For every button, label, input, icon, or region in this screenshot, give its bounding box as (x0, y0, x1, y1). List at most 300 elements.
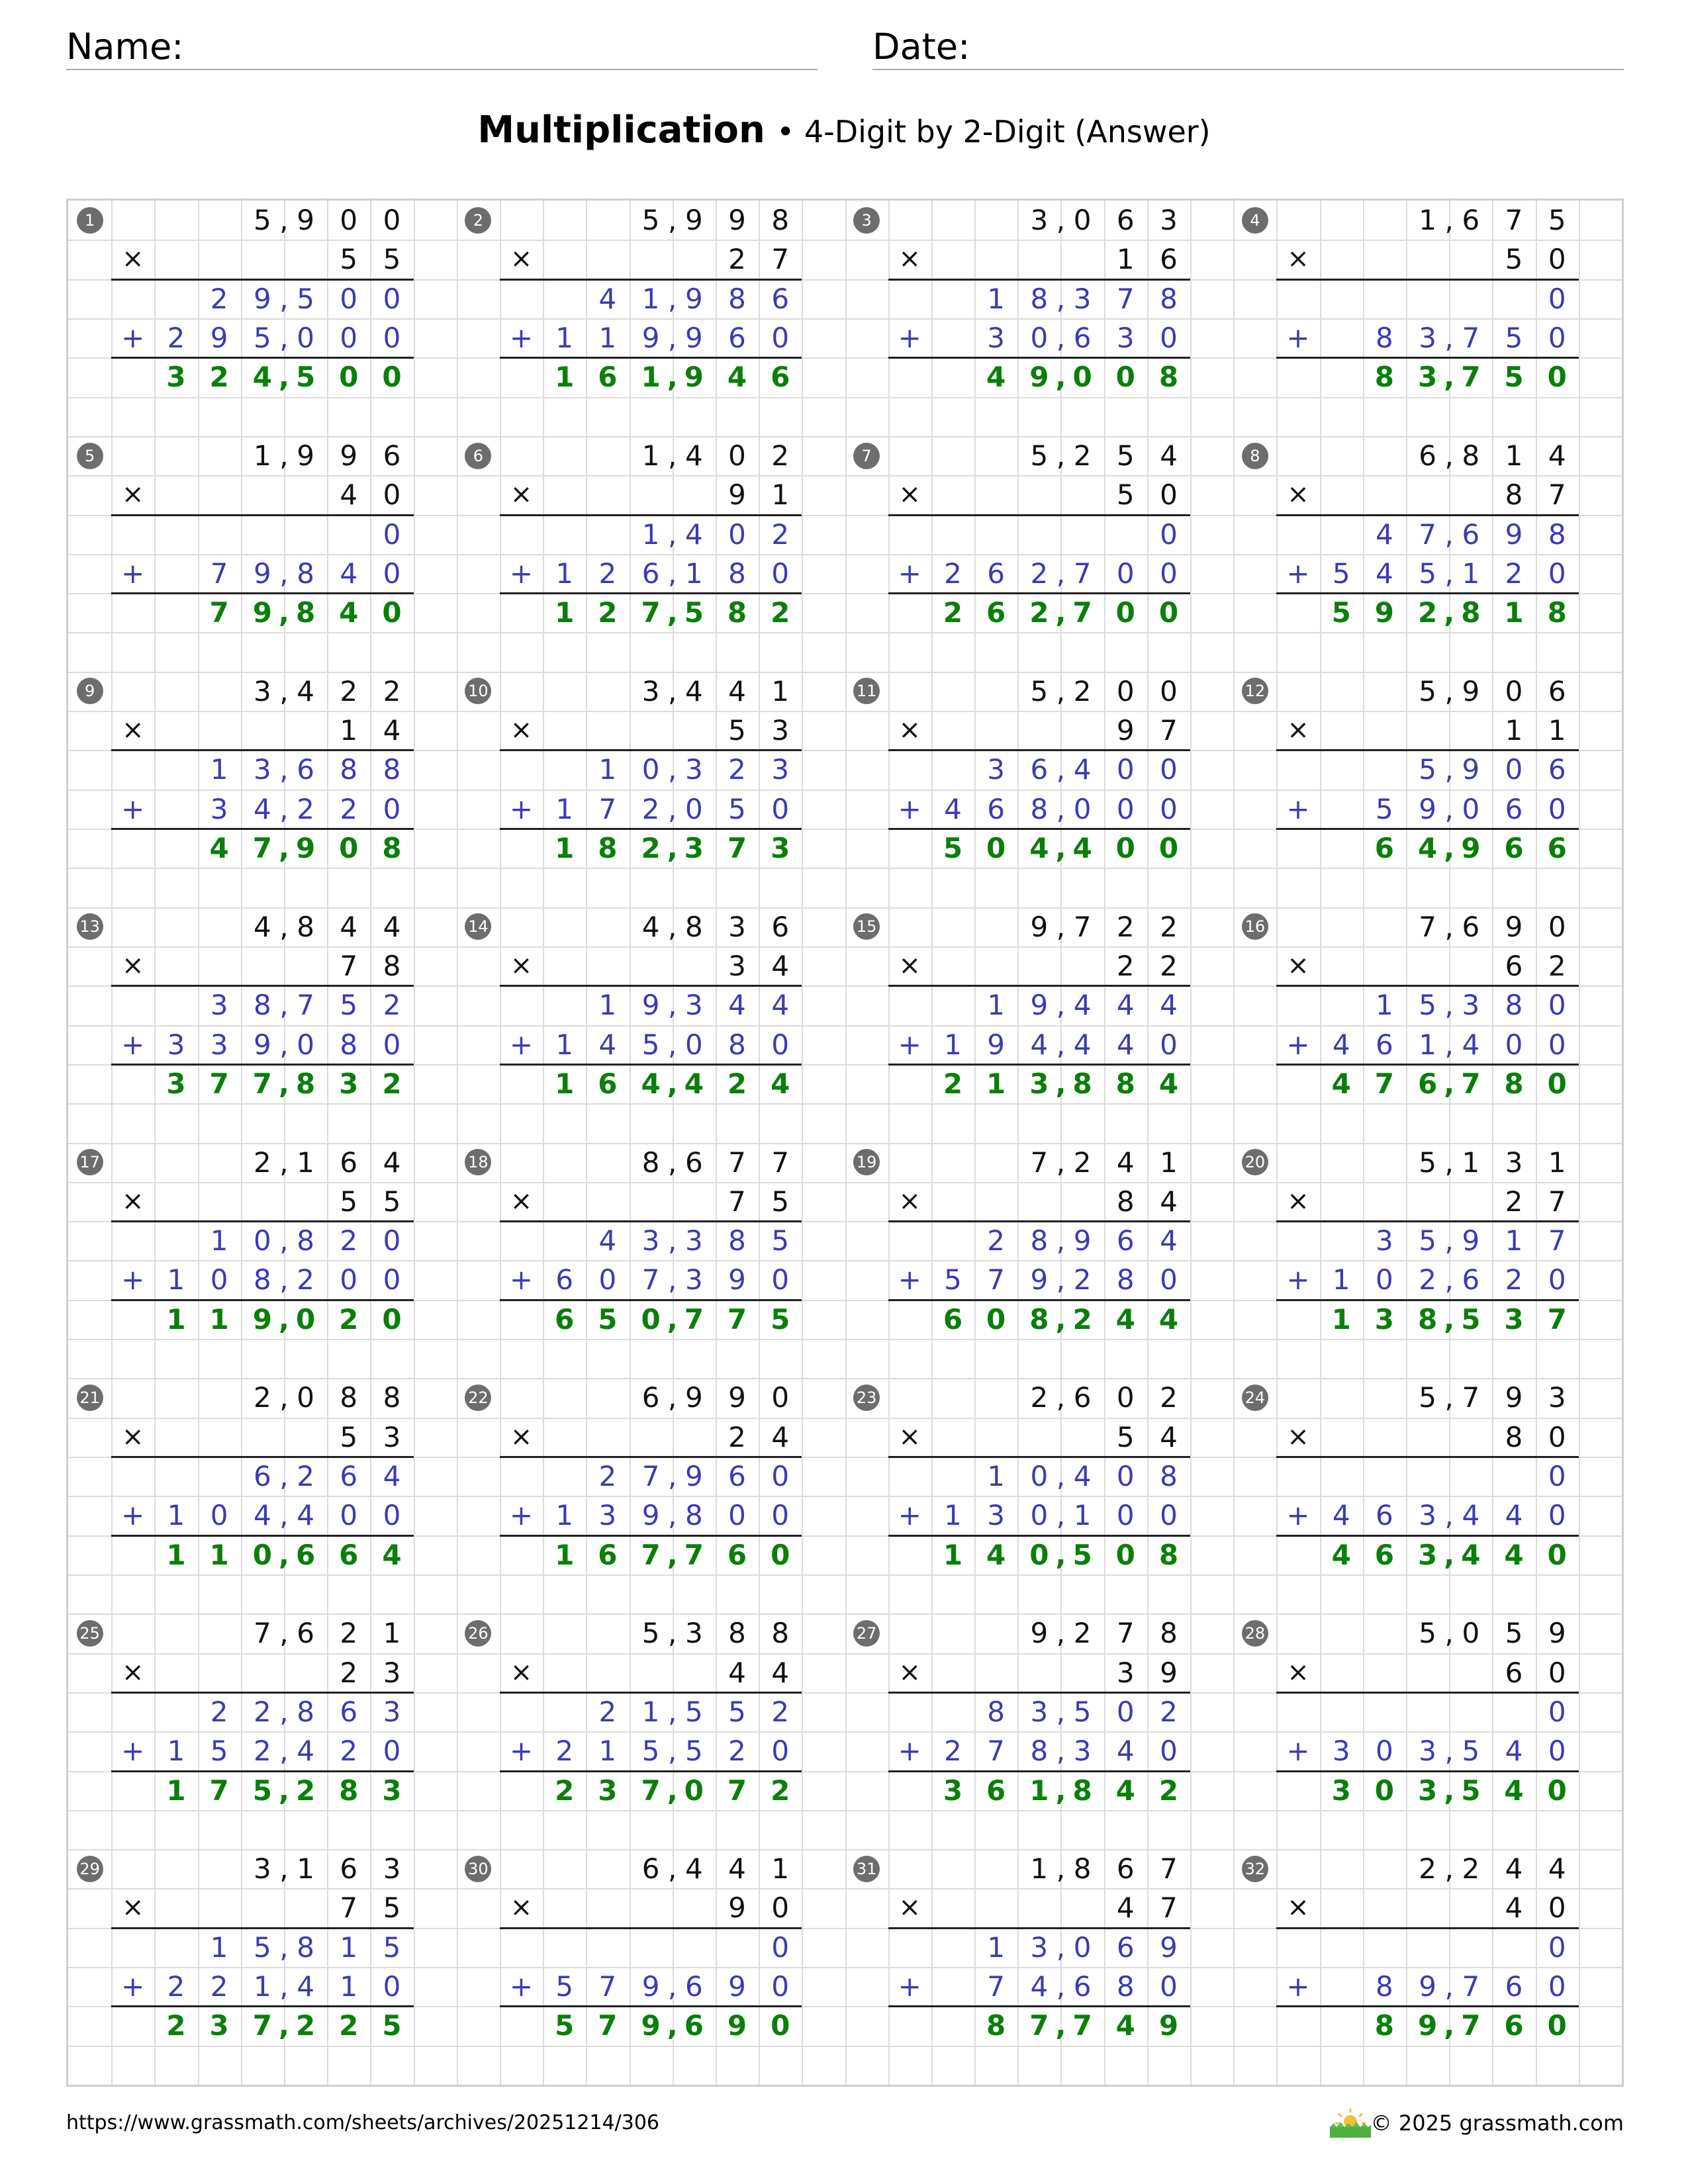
partial-product-1-digit: 1 (598, 753, 617, 786)
partial-product-1-comma: , (1056, 282, 1066, 315)
partial-product-2-digit: 0 (1505, 1028, 1523, 1061)
multiplicand-digit: 4 (1505, 1852, 1523, 1886)
multiplicand-digit: 2 (1419, 1852, 1436, 1886)
times-sign: × (898, 1892, 921, 1923)
partial-product-1-comma: , (1056, 1695, 1066, 1728)
answer-digit: 8 (1115, 1067, 1135, 1100)
answer-digit: 5 (1461, 1302, 1481, 1336)
answer-digit: 2 (1417, 596, 1438, 629)
multiplicand-digit: 6 (1116, 1852, 1135, 1886)
partial-product-2-digit: 8 (1030, 792, 1049, 825)
partial-product-1-digit: 2 (383, 989, 401, 1022)
answer-digit: 7 (252, 832, 272, 864)
answer-digit: 2 (771, 1774, 790, 1807)
multiplicand-comma: , (668, 910, 677, 943)
multiplicand-digit: 2 (253, 1146, 271, 1179)
partial-product-2-comma: , (1444, 1263, 1454, 1297)
multiplier-digit: 1 (1116, 243, 1135, 276)
problem-number-badge: 32 (1242, 1856, 1268, 1882)
answer-digit: 8 (1374, 361, 1395, 394)
sum-rule (500, 1692, 802, 1694)
multiplicand-digit: 3 (1505, 1146, 1523, 1179)
sum-rule (1276, 1456, 1578, 1458)
partial-product-1-digit: 7 (1116, 282, 1135, 315)
partial-product-2-digit: 6 (987, 557, 1006, 590)
multiplicand-digit: 3 (1030, 204, 1049, 236)
multiplicand-digit: 8 (771, 204, 790, 236)
answer-digit: 0 (1547, 1774, 1567, 1807)
partial-product-2-digit: 8 (728, 1028, 746, 1061)
times-sign: × (898, 244, 921, 275)
sum-rule (888, 985, 1190, 987)
partial-product-2-digit: 3 (987, 1499, 1006, 1532)
answer-digit: 0 (684, 1774, 704, 1807)
multiplicand-digit: 0 (1462, 1617, 1480, 1650)
partial-product-1-digit: 0 (1073, 1931, 1092, 1964)
answer-digit: 6 (684, 2009, 704, 2042)
partial-product-1-digit: 5 (253, 1931, 271, 1964)
answer-digit: 7 (1374, 1067, 1395, 1100)
multiplicand-digit: 4 (297, 674, 314, 707)
answer-digit: 1 (555, 1067, 575, 1100)
multiplicand-comma: , (668, 1617, 677, 1650)
answer-comma: , (278, 1538, 289, 1571)
answer-comma: , (1055, 1302, 1066, 1336)
sum-rule (888, 279, 1190, 281)
sum-rule (888, 592, 1190, 594)
multiplicand-digit: 9 (1548, 1617, 1566, 1650)
multiplicand-digit: 2 (340, 674, 358, 707)
partial-product-2-digit: 0 (297, 321, 314, 354)
multiplicand-digit: 5 (641, 204, 660, 236)
partial-product-2-digit: 5 (1376, 792, 1393, 825)
problem-number-badge: 20 (1242, 1149, 1268, 1175)
partial-product-2-digit: 0 (1030, 1499, 1049, 1532)
multiplicand-digit: 7 (1505, 204, 1523, 236)
answer-digit: 7 (1029, 2009, 1049, 2042)
footer-url: https://www.grassmath.com/sheets/archives/20251214/306 (66, 2111, 660, 2134)
multiplicand-digit: 0 (383, 204, 401, 236)
partial-product-1-digit: 5 (684, 1695, 703, 1728)
answer-digit: 9 (641, 2009, 661, 2042)
partial-product-1-digit: 7 (297, 989, 314, 1022)
partial-product-2-comma: , (668, 1263, 677, 1297)
multiplicand-comma: , (1056, 674, 1066, 707)
partial-product-2-digit: 3 (1419, 321, 1436, 354)
multiplicand-digit: 7 (1462, 1381, 1480, 1414)
partial-product-2-digit: 0 (1116, 792, 1135, 825)
answer-digit: 9 (1158, 2009, 1179, 2042)
multiplier-digit: 0 (1548, 1656, 1566, 1689)
answer-digit: 2 (943, 596, 963, 629)
partial-product-2-comma: , (279, 321, 289, 354)
answer-comma: , (278, 1774, 289, 1807)
partial-product-2-digit: 4 (253, 792, 271, 825)
answer-digit: 4 (382, 1538, 402, 1571)
partial-product-2-digit: 0 (383, 1028, 401, 1061)
multiplicand-digit: 4 (253, 910, 271, 943)
answer-digit: 2 (339, 2009, 359, 2042)
times-sign: × (122, 479, 144, 510)
answer-digit: 3 (684, 832, 704, 864)
answer-digit: 4 (1417, 832, 1438, 864)
multiplier-digit: 0 (1548, 243, 1566, 276)
partial-product-2-digit: 0 (1030, 321, 1049, 354)
answer-digit: 8 (1158, 361, 1179, 394)
partial-product-1-digit: 8 (1160, 1460, 1178, 1492)
answer-comma: , (1444, 832, 1455, 864)
partial-product-1-digit: 2 (340, 1224, 358, 1257)
multiplier-digit: 3 (383, 1420, 401, 1453)
sum-rule (500, 1064, 802, 1066)
answer-digit: 5 (382, 2009, 402, 2042)
partial-product-1-digit: 8 (383, 753, 401, 786)
partial-product-1-digit: 0 (383, 282, 401, 315)
answer-digit: 2 (1029, 596, 1049, 629)
multiplicand-digit: 2 (1073, 1146, 1092, 1179)
multiplier-digit: 1 (771, 478, 790, 512)
partial-product-1-digit: 5 (1419, 1224, 1436, 1257)
multiplicand-digit: 5 (1116, 439, 1135, 472)
partial-product-1-digit: 6 (340, 1460, 358, 1492)
multiplier-digit: 9 (1160, 1656, 1178, 1689)
partial-product-1-comma: , (279, 1460, 289, 1492)
multiplicand-digit: 6 (297, 1617, 314, 1650)
answer-digit: 1 (1504, 596, 1524, 629)
partial-product-1-comma: , (1056, 1931, 1066, 1964)
partial-product-2-digit: 0 (771, 1028, 790, 1061)
partial-product-1-digit: 1 (987, 1931, 1006, 1964)
multiplicand-digit: 5 (1548, 204, 1566, 236)
multiplicand-digit: 0 (1116, 674, 1135, 707)
partial-product-2-digit: 0 (1160, 557, 1178, 590)
partial-product-1-digit: 9 (1462, 1224, 1480, 1257)
grid-hline (68, 1339, 1622, 1340)
answer-digit: 6 (1417, 1067, 1438, 1100)
plus-sign: + (121, 1735, 145, 1768)
partial-product-1-digit: 4 (1160, 1224, 1178, 1257)
partial-product-2-comma: , (279, 1735, 289, 1768)
answer-digit: 4 (1331, 1067, 1351, 1100)
partial-product-1-digit: 0 (1548, 989, 1566, 1022)
partial-product-2-comma: , (668, 1499, 677, 1532)
sum-rule (1276, 985, 1578, 987)
multiplicand-digit: 8 (340, 1381, 358, 1414)
partial-product-2-digit: 0 (383, 321, 401, 354)
partial-product-2-digit: 1 (253, 1970, 271, 2003)
problem-number-badge: 21 (77, 1385, 103, 1411)
multiplicand-digit: 9 (1505, 910, 1523, 943)
partial-product-2-digit: 2 (1505, 557, 1523, 590)
partial-product-2-digit: 5 (728, 792, 746, 825)
partial-product-2-digit: 0 (1548, 321, 1566, 354)
multiplicand-comma: , (668, 1146, 677, 1179)
partial-product-1-digit: 2 (598, 1695, 617, 1728)
answer-digit: 7 (252, 1067, 272, 1100)
answer-digit: 4 (1158, 1302, 1179, 1336)
plus-sign: + (898, 1970, 921, 2003)
answer-digit: 0 (771, 1538, 790, 1571)
partial-product-1-digit: 8 (1548, 518, 1566, 551)
multiplicand-digit: 1 (771, 1852, 790, 1886)
partial-product-2-digit: 1 (684, 557, 703, 590)
partial-product-1-digit: 7 (1419, 518, 1436, 551)
plus-sign: + (121, 792, 145, 825)
partial-product-2-digit: 2 (1073, 1263, 1092, 1297)
partial-product-1-digit: 3 (771, 753, 790, 786)
partial-product-2-digit: 0 (1116, 557, 1135, 590)
answer-digit: 6 (1504, 832, 1524, 864)
partial-product-1-digit: 4 (1073, 753, 1092, 786)
partial-product-2-digit: 1 (598, 321, 617, 354)
multiplicand-digit: 8 (383, 1381, 401, 1414)
multiplicand-digit: 8 (771, 1617, 790, 1650)
multiplicand-digit: 1 (297, 1852, 314, 1886)
partial-product-2-digit: 0 (771, 792, 790, 825)
sum-rule (888, 1456, 1190, 1458)
answer-digit: 1 (209, 1538, 229, 1571)
multiplicand-digit: 2 (1462, 1852, 1480, 1886)
multiplicand-digit: 5 (1030, 439, 1049, 472)
partial-product-2-digit: 6 (641, 557, 660, 590)
date-field[interactable] (872, 25, 1624, 70)
times-sign: × (122, 1657, 144, 1688)
partial-product-1-digit: 2 (210, 282, 228, 315)
answer-digit: 9 (252, 1302, 272, 1336)
answer-digit: 1 (641, 361, 661, 394)
sum-rule (111, 2005, 413, 2007)
partial-product-2-digit: 0 (383, 1735, 401, 1768)
answer-digit: 8 (295, 1067, 316, 1100)
plus-sign: + (1286, 792, 1310, 825)
partial-product-2-digit: 2 (641, 792, 660, 825)
partial-product-2-digit: 0 (684, 1028, 703, 1061)
footer-copyright: © 2025 grassmath.com (1370, 2111, 1624, 2136)
partial-product-1-digit: 8 (728, 282, 746, 315)
answer-digit: 7 (1072, 596, 1092, 629)
partial-product-2-digit: 4 (253, 1499, 271, 1532)
partial-product-2-digit: 3 (210, 792, 228, 825)
multiplier-digit: 3 (1116, 1656, 1135, 1689)
partial-product-2-digit: 4 (1030, 1970, 1049, 2003)
partial-product-2-digit: 5 (1332, 557, 1350, 590)
multiplicand-digit: 6 (1462, 204, 1480, 236)
multiplier-digit: 7 (340, 1891, 358, 1925)
answer-digit: 3 (1417, 1774, 1438, 1807)
answer-digit: 4 (1504, 1538, 1524, 1571)
answer-comma: , (1444, 361, 1455, 394)
answer-digit: 8 (1374, 2009, 1395, 2042)
multiplicand-digit: 3 (641, 674, 660, 707)
times-sign: × (898, 1657, 921, 1688)
multiplicand-digit: 0 (1548, 910, 1566, 943)
multiplicand-digit: 9 (1030, 1617, 1049, 1650)
answer-digit: 5 (598, 1302, 618, 1336)
partial-product-2-digit: 4 (598, 1028, 617, 1061)
answer-digit: 0 (1072, 361, 1092, 394)
partial-product-1-digit: 6 (1116, 1931, 1135, 1964)
answer-comma: , (278, 1302, 289, 1336)
multiplicand-digit: 5 (253, 204, 271, 236)
answer-digit: 0 (1158, 596, 1179, 629)
partial-product-1-comma: , (1444, 1224, 1454, 1257)
answer-digit: 7 (641, 596, 661, 629)
partial-product-2-digit: 0 (1548, 1028, 1566, 1061)
multiplicand-comma: , (1444, 1146, 1454, 1179)
partial-product-2-digit: 2 (944, 1735, 962, 1768)
name-field[interactable] (66, 25, 818, 70)
answer-digit: 9 (1461, 832, 1481, 864)
partial-product-2-digit: 0 (684, 792, 703, 825)
multiplicand-digit: 4 (1548, 1852, 1566, 1886)
partial-product-2-digit: 1 (555, 1028, 574, 1061)
multiplicand-digit: 2 (1073, 439, 1092, 472)
multiplicand-comma: , (1056, 910, 1066, 943)
partial-product-1-digit: 6 (728, 1460, 746, 1492)
plus-sign: + (1286, 1499, 1310, 1532)
grid-hline (68, 632, 1622, 633)
sum-rule (888, 749, 1190, 751)
partial-product-1-digit: 5 (1073, 1695, 1092, 1728)
multiplicand-digit: 6 (641, 1381, 660, 1414)
sum-rule (500, 592, 802, 594)
plus-sign: + (898, 1735, 921, 1768)
times-sign: × (1287, 715, 1309, 746)
answer-digit: 5 (1504, 361, 1524, 394)
answer-digit: 3 (1029, 1067, 1049, 1100)
partial-product-1-digit: 6 (297, 753, 314, 786)
plus-sign: + (898, 1028, 921, 1061)
partial-product-2-digit: 5 (641, 1735, 660, 1768)
multiplicand-digit: 1 (1030, 1852, 1049, 1886)
partial-product-2-digit: 4 (1462, 1499, 1480, 1532)
answer-digit: 5 (555, 2009, 575, 2042)
partial-product-1-digit: 2 (771, 1695, 790, 1728)
multiplicand-digit: 0 (1116, 1381, 1135, 1414)
answer-digit: 6 (598, 361, 618, 394)
multiplier-digit: 4 (771, 1420, 790, 1453)
partial-product-1-digit: 2 (297, 1460, 314, 1492)
multiplicand-comma: , (279, 1381, 289, 1414)
partial-product-2-comma: , (279, 1028, 289, 1061)
partial-product-1-digit: 1 (641, 1695, 660, 1728)
partial-product-2-digit: 2 (555, 1735, 574, 1768)
multiplier-digit: 5 (340, 1420, 358, 1453)
partial-product-2-digit: 8 (684, 1499, 703, 1532)
partial-product-2-digit: 0 (771, 321, 790, 354)
answer-digit: 8 (1547, 596, 1567, 629)
partial-product-2-digit: 8 (1376, 1970, 1393, 2003)
answer-digit: 6 (555, 1302, 575, 1336)
multiplicand-comma: , (279, 1146, 289, 1179)
answer-digit: 4 (1072, 832, 1092, 864)
partial-product-2-digit: 0 (210, 1499, 228, 1532)
answer-digit: 2 (771, 596, 790, 629)
partial-product-2-digit: 0 (1160, 1735, 1178, 1768)
partial-product-1-comma: , (279, 1695, 289, 1728)
multiplicand-comma: , (1444, 910, 1454, 943)
multiplicand-digit: 0 (1073, 204, 1092, 236)
times-sign: × (122, 1892, 144, 1923)
answer-digit: 4 (339, 596, 359, 629)
sum-rule (888, 1692, 1190, 1694)
multiplicand-digit: 1 (1160, 1146, 1178, 1179)
multiplier-digit: 5 (383, 1891, 401, 1925)
plus-sign: + (509, 1499, 534, 1532)
partial-product-2-digit: 1 (555, 1499, 574, 1532)
partial-product-1-digit: 5 (1419, 753, 1436, 786)
multiplicand-digit: 6 (340, 1146, 358, 1179)
answer-digit: 2 (598, 596, 618, 629)
multiplicand-digit: 1 (253, 439, 271, 472)
partial-product-1-digit: 7 (1548, 1224, 1566, 1257)
partial-product-1-digit: 8 (1160, 282, 1178, 315)
answer-digit: 4 (1115, 1302, 1135, 1336)
plus-sign: + (509, 1263, 534, 1297)
multiplicand-comma: , (279, 439, 289, 472)
partial-product-2-digit: 3 (167, 1028, 185, 1061)
problem-number-badge: 25 (77, 1620, 103, 1647)
partial-product-2-digit: 6 (1376, 1028, 1393, 1061)
multiplicand-digit: 5 (1419, 1381, 1436, 1414)
multiplicand-digit: 2 (383, 674, 401, 707)
partial-product-1-digit: 0 (1548, 1931, 1566, 1964)
partial-product-1-digit: 0 (1160, 518, 1178, 551)
answer-digit: 7 (598, 2009, 618, 2042)
partial-product-2-digit: 0 (771, 1970, 790, 2003)
multiplicand-digit: 6 (1116, 204, 1135, 236)
times-sign: × (122, 1421, 144, 1452)
multiplicand-digit: 9 (1030, 910, 1049, 943)
multiplicand-digit: 2 (1073, 674, 1092, 707)
grass-sun-logo-icon (1327, 2107, 1374, 2139)
partial-product-2-digit: 0 (1376, 1263, 1393, 1297)
times-sign: × (1287, 1892, 1309, 1923)
multiplicand-digit: 8 (728, 1617, 746, 1650)
problem-number-badge: 31 (853, 1856, 880, 1882)
answer-digit: 0 (1547, 2009, 1567, 2042)
sum-rule (888, 357, 1190, 359)
multiplicand-digit: 3 (684, 1617, 703, 1650)
answer-digit: 6 (598, 1538, 618, 1571)
multiplier-digit: 5 (728, 714, 746, 747)
partial-product-1-digit: 9 (684, 282, 703, 315)
partial-product-2-comma: , (1056, 792, 1066, 825)
times-sign: × (510, 1185, 533, 1216)
partial-product-2-digit: 9 (1419, 792, 1436, 825)
times-sign: × (898, 950, 921, 981)
partial-product-1-comma: , (279, 1224, 289, 1257)
multiplicand-digit: 7 (728, 1146, 746, 1179)
partial-product-2-digit: 9 (728, 1263, 746, 1297)
partial-product-2-comma: , (668, 321, 677, 354)
partial-product-1-comma: , (1056, 1224, 1066, 1257)
partial-product-2-digit: 4 (1505, 1499, 1523, 1532)
multiplicand-digit: 8 (684, 910, 703, 943)
partial-product-2-comma: , (279, 1263, 289, 1297)
answer-digit: 5 (771, 1302, 790, 1336)
times-sign: × (510, 1421, 533, 1452)
multiplier-digit: 4 (1505, 1891, 1523, 1925)
partial-product-2-comma: , (1444, 1028, 1454, 1061)
partial-product-2-digit: 4 (1073, 1028, 1092, 1061)
partial-product-2-digit: 5 (1419, 557, 1436, 590)
partial-product-2-digit: 2 (598, 557, 617, 590)
partial-product-2-comma: , (279, 792, 289, 825)
partial-product-1-digit: 1 (1376, 989, 1393, 1022)
multiplicand-digit: 9 (684, 204, 703, 236)
multiplicand-digit: 9 (728, 1381, 746, 1414)
